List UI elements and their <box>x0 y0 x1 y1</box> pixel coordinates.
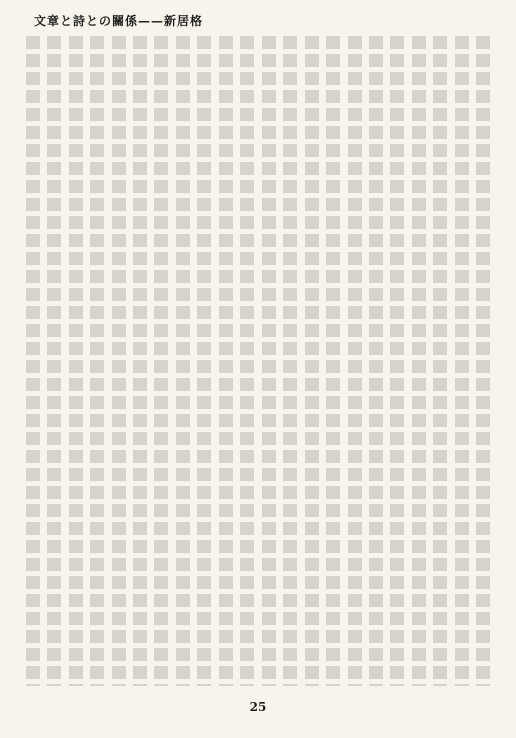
text-column <box>326 36 340 686</box>
text-column <box>154 36 168 686</box>
text-column <box>433 36 447 686</box>
text-column <box>412 36 426 686</box>
text-column <box>133 36 147 686</box>
page-number: 25 <box>249 700 267 714</box>
text-column <box>240 36 254 686</box>
text-column <box>69 36 83 686</box>
running-header: 文章と詩との關係——新居格 <box>34 14 204 28</box>
text-column <box>90 36 104 686</box>
text-column <box>26 36 40 686</box>
text-column <box>197 36 211 686</box>
text-column <box>176 36 190 686</box>
text-column <box>219 36 233 686</box>
text-column <box>262 36 276 686</box>
text-column <box>305 36 319 686</box>
text-column <box>476 36 490 686</box>
body-text-columns <box>22 36 494 686</box>
text-column <box>390 36 404 686</box>
text-column <box>369 36 383 686</box>
text-column <box>348 36 362 686</box>
text-column <box>112 36 126 686</box>
text-column <box>47 36 61 686</box>
text-column <box>283 36 297 686</box>
text-column <box>455 36 469 686</box>
